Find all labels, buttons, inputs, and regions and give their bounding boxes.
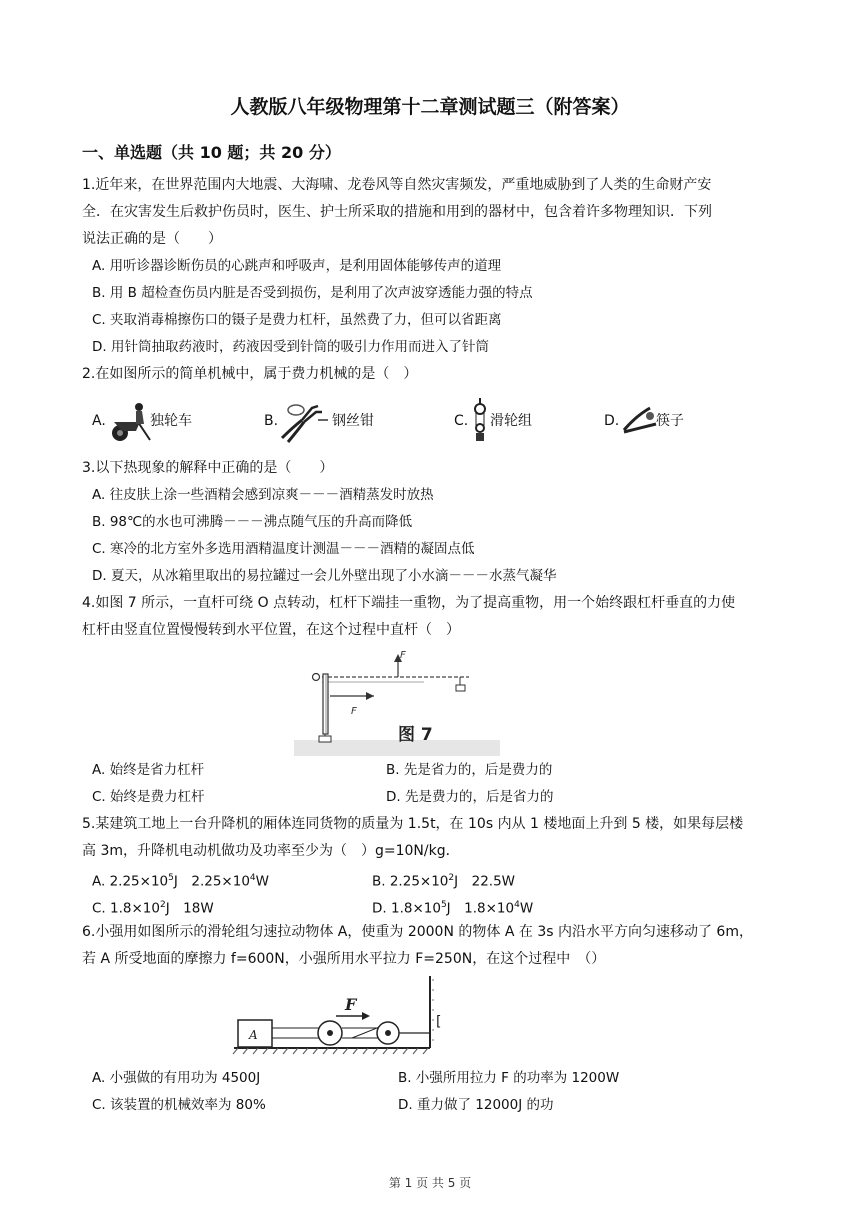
lever-force-label: F	[351, 706, 357, 717]
q4-stem-line1: 4.如图 7 所示，一直杆可绕 O 点转动，杠杆下端挂一重物，为了提高重物，用一个始终跟杠杆垂直的力使	[82, 595, 736, 611]
svg-text:F: F	[400, 650, 406, 661]
q6-stem-line1: 6.小强用如图所示的滑轮组匀速拉动物体 A，使重为 2000N 的物体 A 在 3s 内沿水平方向匀速移动了 6m，	[82, 924, 753, 940]
q2-option-c-text: 滑轮组	[490, 413, 532, 429]
q4-option-d: D. 先是费力的，后是省力的	[386, 789, 554, 805]
lever-figure	[294, 644, 500, 756]
pulley-force-label: F	[345, 995, 357, 1014]
q5-option-d: D. $1.8\times 10^5J$ $1.8\times 10^4W$	[372, 900, 534, 917]
q2-option-b-text: 钢丝钳	[332, 413, 374, 429]
section-heading: 一、单选题（共 10 题；共 20 分）	[82, 143, 341, 162]
q3-option-d: D. 夏天，从冰箱里取出的易拉罐过一会儿外壁出现了小水滴－－－水蒸气凝华	[92, 568, 557, 584]
wheelbarrow-image	[106, 400, 152, 444]
q4-option-c: C. 始终是费力杠杆	[92, 789, 205, 805]
pulley-block-image	[470, 398, 490, 442]
q3-option-a: A. 往皮肤上涂一些酒精会感到凉爽－－－酒精蒸发时放热	[92, 487, 434, 503]
q2-option-c-letter: C.	[454, 413, 469, 429]
q5-option-c: C. $1.8\times 10^2J$ 18W	[92, 900, 214, 917]
q1-stem-line1: 1.近年来，在世界范围内大地震、大海啸、龙卷风等自然灾害频发，严重地威胁到了人类的生命财产安	[82, 177, 712, 193]
q6-option-c: C. 该装置的机械效率为 80%	[92, 1097, 266, 1113]
q4-option-b: B. 先是省力的，后是费力的	[386, 762, 553, 778]
q2-option-b-letter: B.	[264, 413, 279, 429]
lever-figure-label: 图 7	[398, 725, 433, 745]
q4-option-a: A. 始终是省力杠杆	[92, 762, 205, 778]
q5-stem-line2: 高 3m，升降机电动机做功及功率至少为（ ）g=10N/kg．	[82, 843, 460, 859]
q6-option-a: A. 小强做的有用功为 4500J	[92, 1070, 261, 1086]
q2-option-a-text: 独轮车	[150, 413, 192, 429]
q2-option-d-letter: D.	[604, 413, 620, 429]
q1-option-c: C. 夹取消毒棉擦伤口的镊子是费力杠杆，虽然费了力，但可以省距离	[92, 312, 502, 328]
pulley-block-label: A	[249, 1028, 258, 1042]
chopsticks-image	[620, 402, 660, 438]
pulley-system-figure	[232, 976, 446, 1056]
page-title: 人教版八年级物理第十二章测试题三（附答案）	[230, 96, 630, 118]
q2-option-d-text: 筷子	[656, 413, 684, 429]
pliers-image	[278, 398, 330, 444]
q3-option-b: B. 98℃的水也可沸腾－－－沸点随气压的升高而降低	[92, 514, 413, 530]
q4-stem-line2: 杠杆由竖直位置慢慢转到水平位置，在这个过程中直杆（ ）	[82, 622, 460, 638]
q3-stem: 3.以下热现象的解释中正确的是（ ）	[82, 460, 334, 476]
q1-option-a: A. 用听诊器诊断伤员的心跳声和呼吸声，是利用固体能够传声的道理	[92, 258, 502, 274]
page-footer: 第 1 页 共 5 页	[388, 1176, 472, 1190]
q1-option-d: D. 用针筒抽取药液时，药液因受到针筒的吸引力作用而进入了针筒	[92, 339, 489, 355]
q6-option-b: B. 小强所用拉力 F 的功率为 1200W	[398, 1070, 620, 1086]
q2-stem: 2.在如图所示的简单机械中，属于费力机械的是（ ）	[82, 366, 418, 382]
q3-option-c: C. 寒冷的北方室外多选用酒精温度计测温－－－酒精的凝固点低	[92, 541, 475, 557]
q6-stem-line2: 若 A 所受地面的摩擦力 f=600N，小强所用水平拉力 F=250N，在这个过程中 （）	[82, 951, 606, 967]
q1-option-b: B. 用 B 超检查伤员内脏是否受到损伤，是利用了次声波穿透能力强的特点	[92, 285, 533, 301]
q2-option-a-letter: A.	[92, 413, 106, 429]
q5-option-a: A. $2.25\times 10^5J$ $2.25\times 10^4W$	[92, 873, 269, 890]
q1-stem-line2: 全．在灾害发生后救护伤员时，医生、护士所采取的措施和用到的器材中，包含着许多物理知识．下列	[82, 204, 712, 220]
pulley-bracket-mark: [	[436, 1014, 442, 1030]
q6-option-d: D. 重力做了 12000J 的功	[398, 1097, 554, 1113]
q1-stem-line3: 说法正确的是（ ）	[82, 231, 222, 247]
q5-stem-line1: 5.某建筑工地上一台升降机的厢体连同货物的质量为 1.5t，在 10s 内从 1 楼地面上升到 5 楼，如果每层楼	[82, 816, 744, 832]
q5-option-b: B. $2.25\times 10^2J$ 22.5W	[372, 873, 516, 890]
